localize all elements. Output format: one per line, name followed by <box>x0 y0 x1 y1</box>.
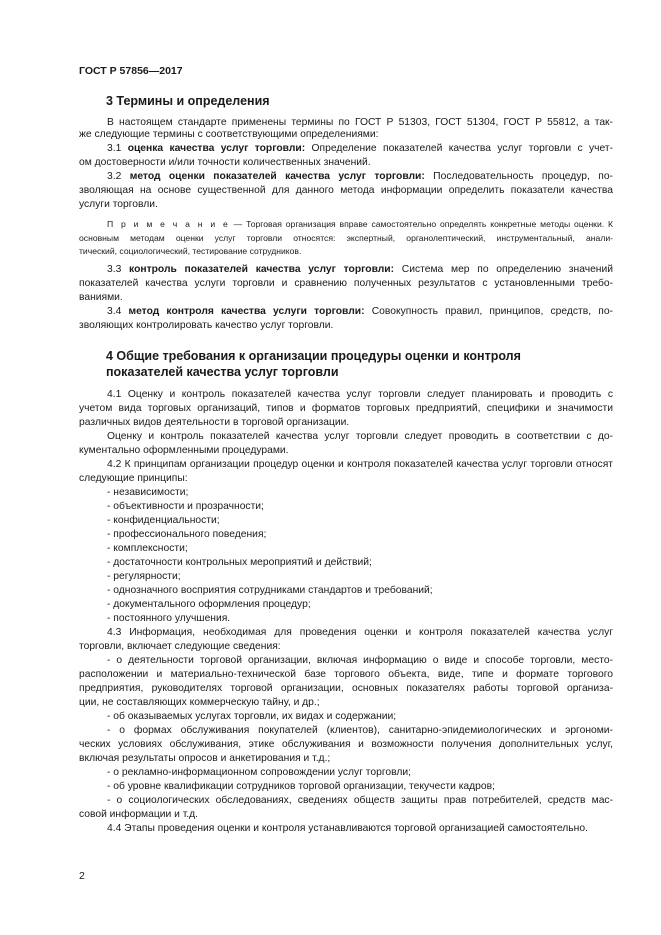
term-name: оценка качества услуг торговли: <box>127 143 306 154</box>
note-label: П р и м е ч а н и е <box>107 219 230 229</box>
term-definition: Последовательность процедур, по- <box>424 171 613 182</box>
list-item: - достаточности контрольных мероприятий и действий; <box>107 557 372 568</box>
list-item: - однозначного восприятия сотрудниками стандартов и требований; <box>107 585 433 596</box>
note-text: — Торговая организация вправе самостоятельно определять конкретные методы оценки. К <box>229 219 614 229</box>
term-3-1 <box>79 143 613 155</box>
paragraph-line: В настоящем стандарте применены термины по ГОСТ Р 51303, ГОСТ 51304, ГОСТ Р 55812, а так- <box>107 117 613 128</box>
term-name: метод контроля качества услуги торговли: <box>128 306 365 317</box>
list-item-cont: расположении и материально-технической базе торгового объекта, виде, типе и формате торгового <box>79 669 613 680</box>
paragraph-line: ваниями. <box>79 292 123 303</box>
paragraph-line: кументально оформленными процедурами. <box>79 445 289 456</box>
list-item: - об оказываемых услугах торговли, их видах и содержании; <box>107 711 397 722</box>
list-item-cont: совой информации и т.д. <box>79 809 199 820</box>
list-item: - документального оформления процедур; <box>107 599 311 610</box>
term-definition: Совокупность правил, принципов, средств, по- <box>364 306 613 317</box>
section-4-heading: 4 Общие требования к организации процедуры оценки и контроля <box>106 349 521 363</box>
list-item-cont: включая результаты опросов и анкетирования и т.д.; <box>79 753 331 764</box>
list-item: - объективности и прозрачности; <box>107 501 264 512</box>
list-item: - о деятельности торговой организации, включая информацию о виде и способе торговли, место- <box>107 655 613 666</box>
note-line: основным методам оценки услуг торговли относятся: экспертный, органолептический, инструментальный, анали- <box>79 233 613 243</box>
term-number: 3.2 <box>107 171 130 182</box>
list-item: - постоянного улучшения. <box>107 613 231 624</box>
term-number: 3.4 <box>107 306 129 317</box>
paragraph-line: 4.1 Оценку и контроль показателей качества услуг торговли следует планировать и проводить с <box>107 389 613 400</box>
paragraph-line: услуги торговли. <box>79 199 158 210</box>
list-item: - об уровне квалификации сотрудников торговой организации, текучести кадров; <box>107 781 495 792</box>
term-definition: Система мер по определению значений <box>394 264 613 275</box>
note-line: тический, социологический, тестирование сотрудников. <box>79 246 302 256</box>
paragraph-line: 4.2 К принципам организации процедур оценки и контроля показателей качества услуг торговли относят <box>107 459 613 470</box>
document-header: ГОСТ Р 57856—2017 <box>79 65 183 77</box>
note <box>79 218 613 230</box>
paragraph-line: зволяющих контролировать качество услуг торговли. <box>79 320 334 331</box>
list-item: - независимости; <box>107 487 189 498</box>
paragraph-line: же следующие термины с соответствующими определениями: <box>79 129 379 140</box>
list-item: - конфиденциальности; <box>107 515 220 526</box>
term-3-4 <box>79 306 613 318</box>
term-number: 3.3 <box>107 264 130 275</box>
list-item: - регулярности; <box>107 571 181 582</box>
paragraph-line: ом достоверности и/или точности количественных значений. <box>79 157 371 168</box>
term-name: метод оценки показателей качества услуг торговли: <box>129 171 425 182</box>
term-number: 3.1 <box>107 143 128 154</box>
paragraph-line: учетом вида торговых организаций, типов и форматов торговых предприятий, специфики и значимости <box>79 403 613 414</box>
term-name: контроль показателей качества услуг торговли: <box>129 264 395 275</box>
list-item-cont: ции, не составляющих коммерческую тайну, и др.; <box>79 697 320 708</box>
paragraph-line: 4.4 Этапы проведения оценки и контроля устанавливаются торговой организацией самостоятельно. <box>107 823 588 834</box>
term-3-2 <box>79 171 613 183</box>
list-item: - о рекламно-информационном сопровождении услуг торговли; <box>107 767 411 778</box>
list-item: - о социологических обследованиях, сведениях обществ защиты прав потребителей, средств мас- <box>107 795 613 806</box>
page-number: 2 <box>79 870 85 882</box>
section-4-heading-cont: показателей качества услуг торговли <box>106 365 339 379</box>
list-item: - комплексности; <box>107 543 188 554</box>
paragraph-line: различных видов деятельности в торговой организации. <box>79 417 350 428</box>
term-definition: Определение показателей качества услуг торговли с учет- <box>305 143 614 154</box>
list-item-cont: ческих условиях обслуживания, этике обслуживания и возможности получения дополнительных услуг, <box>79 739 613 750</box>
term-3-3 <box>79 264 613 276</box>
list-item: - о формах обслуживания покупателей (клиентов), санитарно-эпидемиологических и эргономи- <box>107 725 613 736</box>
paragraph-line: зволяющая на основе существенной для данного метода информации определить показатели качества <box>79 185 613 196</box>
paragraph-line: показателей качества услуги торговли и сравнению полученных результатов с установленными требо- <box>79 278 613 289</box>
paragraph-line: Оценку и контроль показателей качества услуг торговли следует проводить в соответствии с до- <box>107 431 613 442</box>
paragraph-line: торговли, включает следующие сведения: <box>79 641 281 652</box>
list-item-cont: предприятия, руководителях торговой организации, основных показателях работы торговой организа- <box>79 683 613 694</box>
section-3-heading: 3 Термины и определения <box>106 94 270 108</box>
paragraph-line: 4.3 Информация, необходимая для проведения оценки и контроля показателей качества услуг <box>107 627 613 638</box>
paragraph-line: следующие принципы: <box>79 473 188 484</box>
list-item: - профессионального поведения; <box>107 529 267 540</box>
